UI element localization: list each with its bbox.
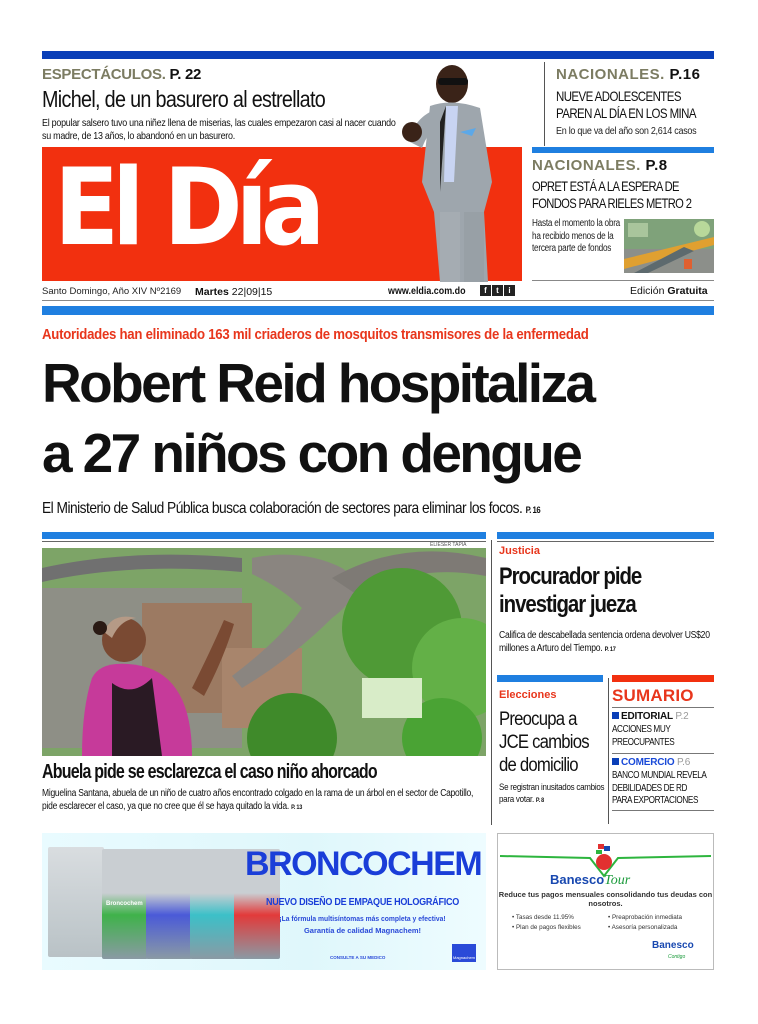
- lead-rule: [42, 306, 714, 315]
- bullet-text: Preaprobación inmediata: [611, 914, 682, 921]
- text-line: JCE cambios: [499, 732, 589, 753]
- product-box: [190, 849, 236, 959]
- text-line: OPRET ESTÁ A LA ESPERA DE: [532, 178, 679, 194]
- singer-photo: [400, 62, 512, 282]
- justicia-summary: [499, 630, 714, 656]
- edition-label: [630, 285, 708, 297]
- elecciones-section: Elecciones: [499, 689, 557, 701]
- sumario-title: SUMARIO: [612, 686, 694, 705]
- text-line: NUEVE ADOLESCENTES: [556, 88, 681, 104]
- page-ref: P.8: [645, 157, 668, 174]
- facebook-icon[interactable]: f: [480, 285, 491, 296]
- sumario-item-text[interactable]: [612, 770, 727, 808]
- ad-tagline: NUEVO DISEÑO DE EMPAQUE HOLOGRÁFICO: [265, 896, 459, 908]
- nacionales-1-headline[interactable]: [556, 88, 727, 122]
- top-rule: [42, 51, 714, 59]
- instagram-icon[interactable]: i: [504, 285, 515, 296]
- banesco-logo-sub: Contigo: [668, 954, 686, 960]
- text-line: PREOCUPANTES: [612, 736, 675, 748]
- photo-story-headline[interactable]: Abuela pide se esclarezca el caso niño ahorcado: [42, 760, 377, 783]
- banesco-bullet: • Asesoría personalizada: [608, 924, 678, 931]
- justicia-summary-text: Califica de descabellada sentencia ordena devolver US$20 millones a Arturo del Tiempo.: [499, 630, 710, 654]
- social-icons: [480, 285, 515, 296]
- ad-cta: CONSULTE A SU MEDICO: [330, 955, 386, 960]
- banesco-logo: Banesco: [652, 940, 694, 951]
- espectaculos-summary: El popular salsero tuvo una niñez llena de miserias, las cuales empezaron casi al nacer cuando su madre, de 13 años, lo abandonó en un basurero.: [42, 117, 396, 142]
- section-label: COMERCIO: [621, 757, 675, 768]
- elecciones-summary-text: Se registran inusitados cambios para votar.: [499, 782, 605, 805]
- page-ref: P. 17: [604, 645, 616, 653]
- sumario-rule: [612, 675, 714, 682]
- photo-story-thin-rule: [42, 541, 486, 542]
- page-ref: P.16: [669, 66, 701, 83]
- justicia-thin-rule: [497, 541, 714, 542]
- square-bullet-icon: [612, 712, 619, 719]
- brand-script: Tour: [604, 873, 631, 888]
- date: 22|09|15: [231, 286, 273, 298]
- page-ref: P.2: [675, 711, 689, 722]
- square-bullet-icon: [612, 758, 619, 765]
- section-label: EDITORIAL: [621, 711, 673, 722]
- column-rule: [532, 280, 714, 281]
- section-label: ESPECTÁCULOS.: [42, 66, 166, 83]
- banesco-bullet: • Plan de pagos flexibles: [512, 924, 581, 931]
- photo-story-summary-text: Miguelina Santana, abuela de un niño de cuatro años encontrado colgado en la rama de un árbol en el sector de Capotillo, pide esclarecer el caso, ya que no cree que él se haya quitado la vida.: [42, 788, 474, 812]
- page-ref: P. 22: [169, 66, 202, 83]
- sumario-divider: [612, 753, 714, 754]
- text-line: de domicilio: [499, 755, 578, 776]
- dateline-date: [195, 286, 272, 298]
- elecciones-summary: [499, 782, 605, 807]
- website-link[interactable]: www.eldia.com.do: [388, 285, 466, 297]
- edition-prefix: Edición: [630, 285, 665, 297]
- lead-kicker: Autoridades han eliminado 163 mil criaderos de mosquitos transmisores de la enfermedad: [42, 326, 589, 343]
- page-ref: P. 16: [525, 505, 541, 515]
- sumario-divider: [612, 707, 714, 708]
- banesco-bullet: • Preaprobación inmediata: [608, 914, 682, 921]
- text-line: DEBILIDADES DE RD: [612, 782, 688, 794]
- magnachem-logo: Magnachem: [452, 944, 476, 962]
- ad-line: Garantía de calidad Magnachem!: [303, 926, 422, 935]
- text-line: FONDOS PARA RIELES METRO 2: [532, 195, 692, 211]
- lead-summary: [42, 500, 540, 518]
- nacionales-2-headline[interactable]: [532, 178, 731, 212]
- espectaculos-kicker: [42, 66, 201, 83]
- nacionales-1-summary: En lo que va del año son 2,614 casos: [556, 126, 697, 137]
- dateline-location: Santo Domingo, Año XIV Nº2169: [42, 286, 182, 297]
- box-label: Broncochem: [106, 901, 143, 907]
- newspaper-logo[interactable]: El Día: [54, 146, 319, 269]
- photo-credit: ELIESER TAPIA: [430, 542, 467, 548]
- section-label: NACIONALES.: [556, 66, 665, 83]
- nacionales-2-kicker: [532, 157, 668, 174]
- text-line: BANCO MUNDIAL REVELA: [612, 770, 707, 781]
- ad-brand: BRONCOCHEM: [245, 845, 482, 883]
- text-line: Preocupa a: [499, 709, 577, 730]
- sumario-item-section: [612, 757, 690, 768]
- text-line: investigar jueza: [499, 591, 636, 618]
- page-ref: P. 13: [291, 803, 303, 811]
- justicia-headline[interactable]: [499, 563, 666, 619]
- column-divider: [544, 62, 545, 146]
- product-box: [146, 849, 192, 959]
- espectaculos-headline[interactable]: Michel, de un basurero al estrellato: [42, 86, 326, 112]
- bullet-text: Asesoría personalizada: [611, 924, 678, 931]
- grandmother-tree-photo: [42, 548, 486, 756]
- justicia-rule: [497, 532, 714, 539]
- text-line: ACCIONES MUY: [612, 724, 671, 735]
- photo-story-rule: [42, 532, 486, 539]
- page-ref: P. 8: [535, 797, 544, 804]
- nacionales-1-kicker: [556, 66, 700, 83]
- page-ref: P.6: [677, 757, 691, 768]
- banesco-headline: Reduce tus pagos mensuales consolidando tus deudas con nosotros.: [498, 890, 713, 908]
- ad-line: ¡La fórmula multisíntomas más completa y efectiva!: [279, 914, 446, 923]
- metro-construction-photo: [624, 219, 714, 273]
- product-box: [48, 847, 104, 957]
- dateline-rule: [42, 300, 714, 301]
- sumario-divider: [612, 810, 714, 811]
- lead-summary-text: El Ministerio de Salud Pública busca colaboración de sectores para eliminar los focos.: [42, 500, 523, 517]
- banesco-tour-brand: [550, 872, 630, 888]
- elecciones-headline[interactable]: [499, 708, 601, 777]
- brand-name: Banesco: [550, 872, 605, 887]
- bullet-text: Plan de pagos flexibles: [515, 924, 581, 931]
- lead-headline-line1[interactable]: Robert Reid hospitaliza: [42, 352, 594, 414]
- column-divider: [491, 540, 492, 825]
- lead-headline-line2[interactable]: a 27 niños con dengue: [42, 422, 581, 484]
- twitter-icon[interactable]: t: [492, 285, 503, 296]
- column-divider: [608, 678, 609, 824]
- elecciones-rule: [497, 675, 603, 682]
- edition-value: Gratuita: [667, 285, 708, 297]
- section-label: NACIONALES.: [532, 157, 641, 174]
- justicia-section: Justicia: [499, 545, 540, 557]
- weekday: Martes: [195, 286, 229, 298]
- sumario-item-section: [612, 711, 688, 722]
- photo-story-summary: [42, 788, 484, 814]
- bullet-text: Tasas desde 11.95%: [515, 914, 574, 921]
- nacionales-2-summary: Hasta el momento la obra ha recibido menos de la tercera parte de fondos: [532, 218, 620, 254]
- section-rule: [532, 147, 714, 153]
- text-line: Procurador pide: [499, 563, 642, 590]
- text-line: PARA EXPORTACIONES: [612, 795, 699, 806]
- sumario-item-text[interactable]: [612, 724, 688, 749]
- banesco-bullet: • Tasas desde 11.95%: [512, 914, 574, 921]
- text-line: PAREN AL DÍA EN LOS MINA: [556, 105, 696, 121]
